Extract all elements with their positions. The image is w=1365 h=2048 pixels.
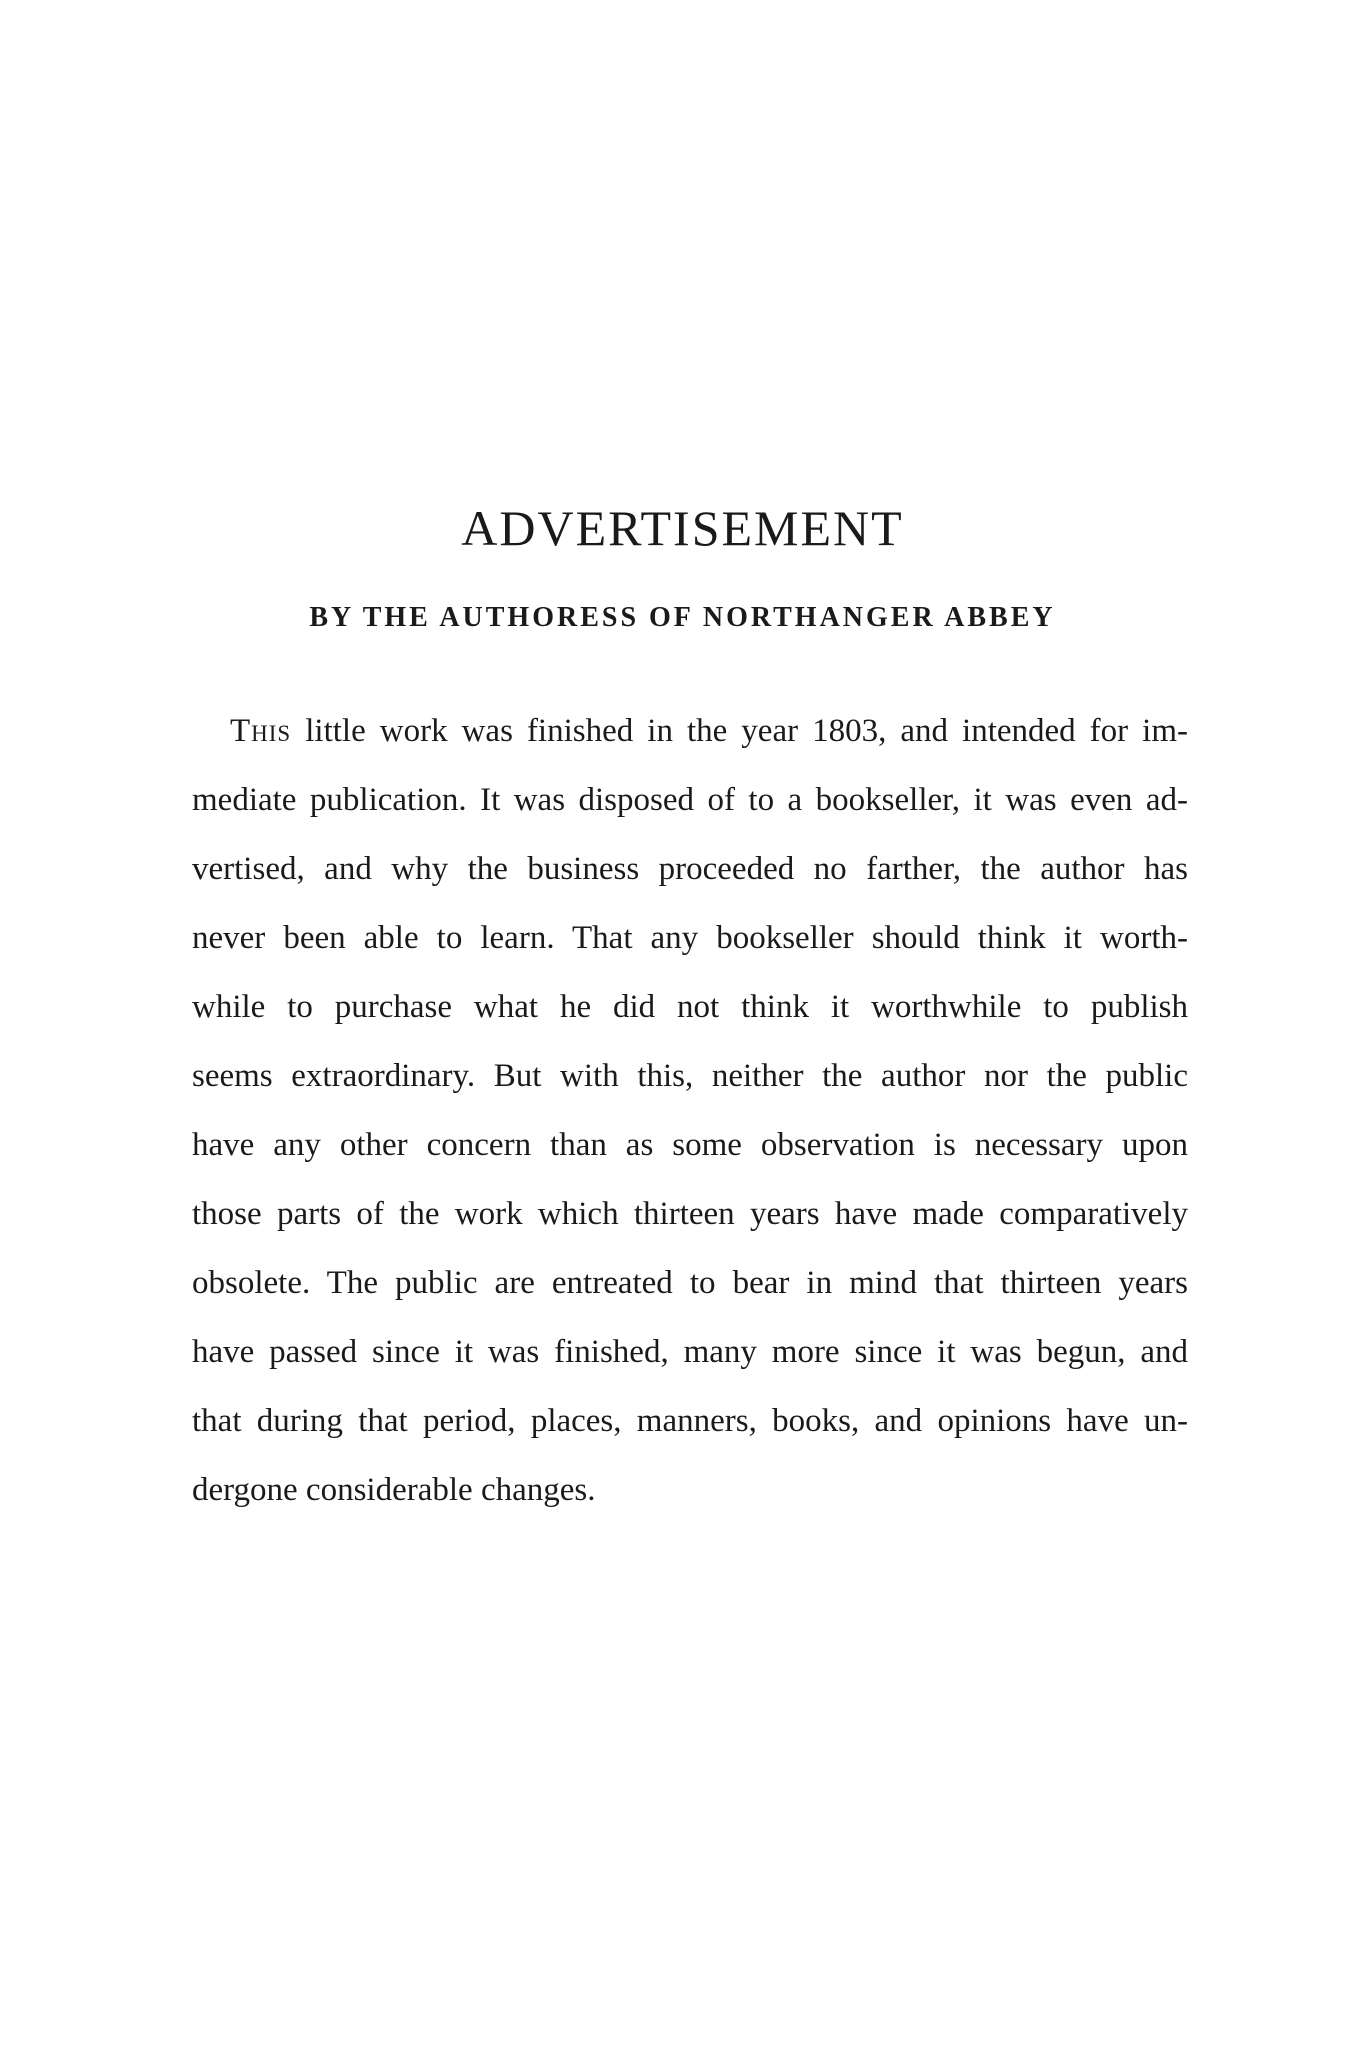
text-line: those parts of the work which thirteen years have made comparatively [192,1196,1188,1232]
text-line: never been able to learn. That any bookseller should think it worth- [192,920,1188,956]
text-line-content: little work was finished in the year 1803, and intended for im- [305,713,1189,749]
page-subtitle: BY THE AUTHORESS OF NORTHANGER ABBEY [309,602,1056,633]
text-line: mediate publication. It was disposed of to a bookseller, it was even ad- [192,782,1188,818]
text-line: dergone considerable changes. [192,1472,596,1508]
text-line: have passed since it was finished, many more since it was begun, and [192,1334,1188,1370]
drop-word: This [230,713,292,749]
advertisement-text [192,697,1188,1525]
text-line [192,697,1188,766]
text-line: while to purchase what he did not think it worthwhile to publish [192,989,1188,1025]
page-title: ADVERTISEMENT [461,500,904,556]
text-line: that during that period, places, manners, books, and opinions have un- [192,1403,1188,1439]
text-line: seems extraordinary. But with this, neither the author nor the public [192,1058,1188,1094]
text-line: vertised, and why the business proceeded no farther, the author has [192,851,1188,887]
text-line: obsolete. The public are entreated to bear in mind that thirteen years [192,1265,1188,1301]
text-line: have any other concern than as some observation is necessary upon [192,1127,1188,1163]
